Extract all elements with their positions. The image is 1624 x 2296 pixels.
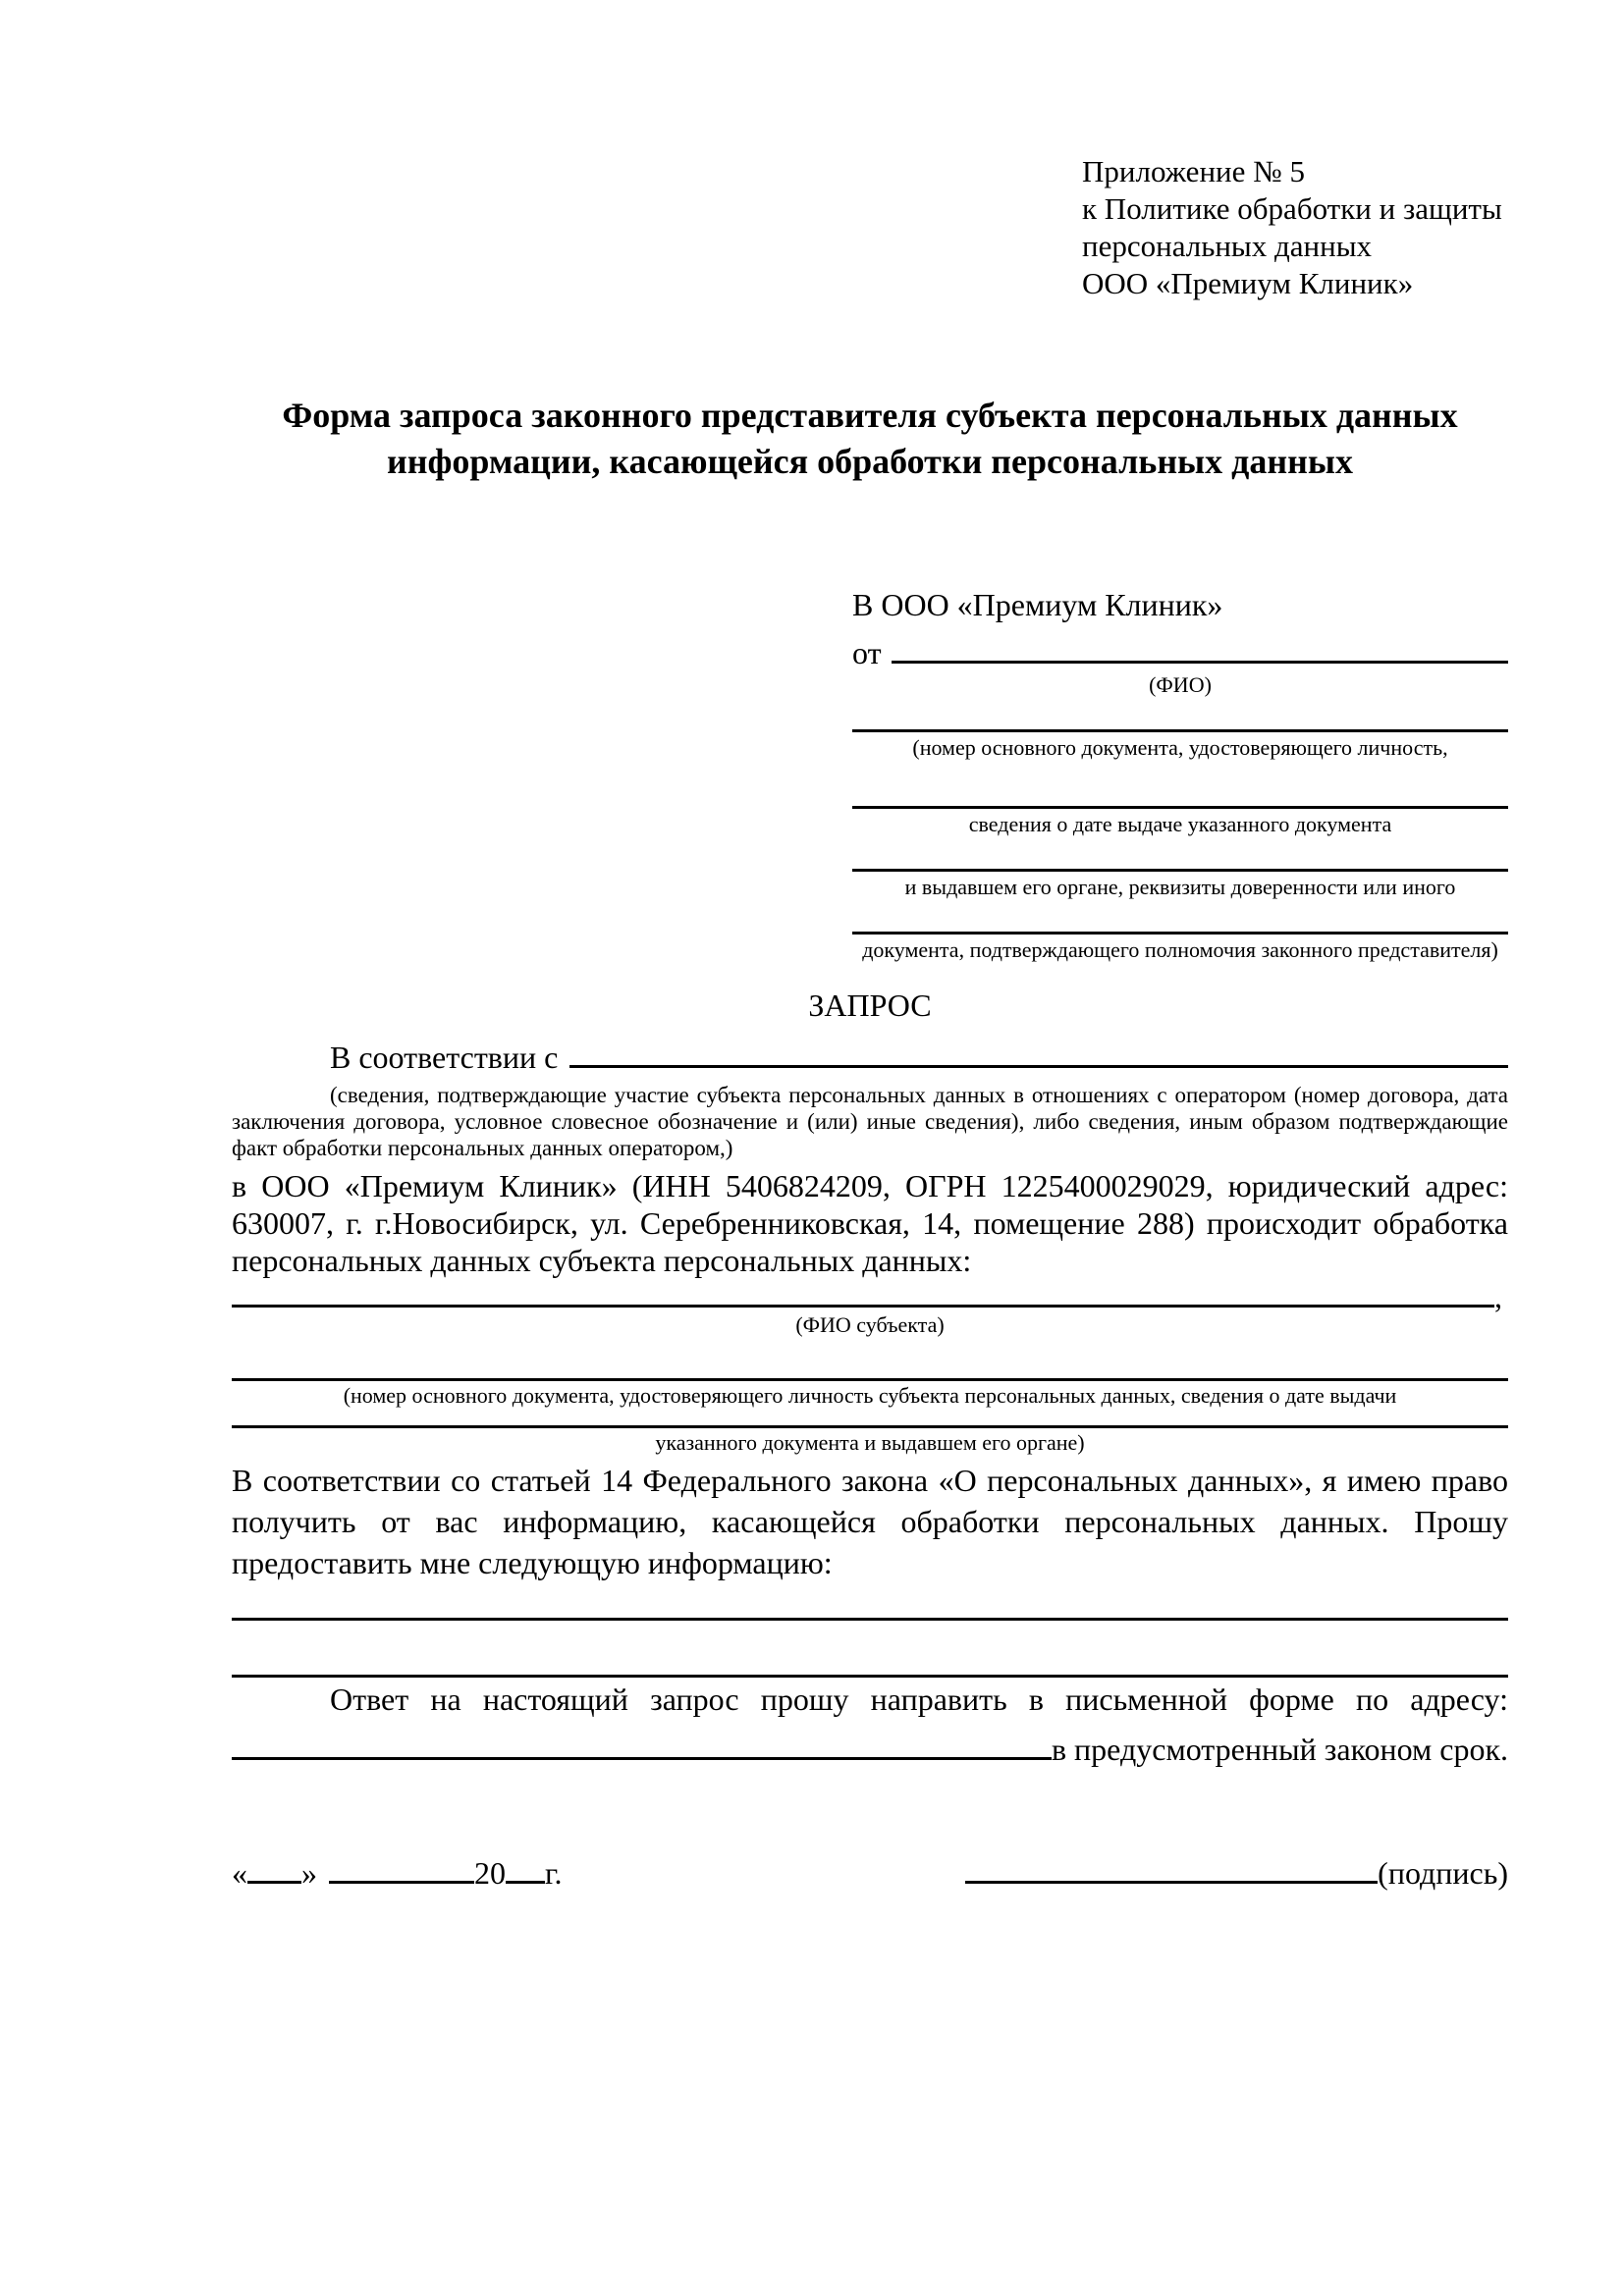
date-quote-open: « — [232, 1855, 247, 1891]
subject-fio-row — [232, 1279, 1508, 1314]
caption-subject-fio: (ФИО субъекта) — [795, 1312, 945, 1337]
appendix-header — [1082, 153, 1508, 302]
from-blank-line — [892, 630, 1508, 664]
intro-row — [232, 1033, 1508, 1078]
operator-paragraph: в ООО «Премиум Клиник» (ИНН 5406824209, ОГРН 1225400029029, юридический адрес: 630007, г. г.Новосибирск, ул. Серебренниковская, 14, помещение 288) происходит обработка персональных данных субъекта персональных данных: — [232, 1168, 1508, 1278]
request-heading: ЗАПРОС — [808, 988, 932, 1023]
title-line-1: Форма запроса законного представителя субъекта персональных данных — [282, 396, 1458, 435]
date-group — [232, 1850, 563, 1892]
answer-address-row — [232, 1725, 1508, 1770]
from-row — [852, 630, 1508, 669]
appendix-line-1: Приложение № 5 — [1082, 154, 1305, 188]
from-label: от — [852, 635, 882, 670]
addressee-block — [852, 587, 1508, 962]
blank-line-power-of-attorney — [852, 899, 1508, 934]
title-line-2: информации, касающейся обработки персональных данных — [387, 442, 1353, 481]
caption-issuing-authority: и выдавшем его органе, реквизиты доверенности или иного — [904, 875, 1456, 899]
caption-subject-document-1: (номер основного документа, удостоверяющего личность субъекта персональных данных, сведения о дате выдачи — [343, 1383, 1397, 1408]
blank-line-information-1 — [232, 1583, 1508, 1621]
intro-label: В соответствии с — [330, 1040, 559, 1075]
trailing-comma: , — [1494, 1279, 1502, 1314]
intro-caption: (сведения, подтверждающие участие субъекта персональных данных в отношениях с оператором (номер договора, дата заключения договора, условное словесное обозначение и (или) иные сведения), либо сведения, иным образом подтверждающие факт обработки персональных данных оператором,) — [232, 1083, 1508, 1160]
document-title — [232, 393, 1508, 485]
signature-group — [965, 1850, 1508, 1892]
blank-year — [506, 1850, 545, 1884]
caption-issue-date: сведения о дате выдаче указанного документа — [968, 812, 1392, 836]
date-quote-close: » — [301, 1855, 317, 1891]
blank-line-subject-authority — [232, 1409, 1508, 1428]
blank-line-issuing-authority — [852, 836, 1508, 872]
appendix-line-4: ООО «Премиум Клиник» — [1082, 266, 1414, 300]
appendix-line-3: персональных данных — [1082, 229, 1373, 263]
answer-tail: в предусмотренный законом срок. — [1051, 1732, 1508, 1767]
blank-line-issue-date — [852, 760, 1508, 809]
blank-line-subject-fio — [232, 1280, 1494, 1308]
intro-blank-line — [569, 1033, 1508, 1068]
answer-intro: Ответ на настоящий запрос прошу направить в письменной форме по адресу: — [330, 1682, 1508, 1717]
blank-signature-line — [965, 1850, 1378, 1884]
blank-line-document-number — [852, 697, 1508, 732]
caption-subject-document-2: указанного документа и выдавшем его органе) — [655, 1430, 1085, 1455]
appendix-line-2: к Политике обработки и защиты — [1082, 191, 1502, 226]
blank-month — [329, 1850, 474, 1884]
date-year-suffix: г. — [545, 1855, 563, 1891]
caption-document-number: (номер основного документа, удостоверяющего личность, — [912, 735, 1448, 760]
date-year-prefix: 20 — [474, 1855, 506, 1891]
blank-line-subject-document — [232, 1338, 1508, 1381]
blank-line-address — [232, 1725, 1052, 1760]
addressee-organization: В ООО «Премиум Клиник» — [852, 587, 1223, 622]
footer-row — [232, 1850, 1508, 1892]
blank-day — [247, 1850, 301, 1884]
caption-power-of-attorney: документа, подтверждающего полномочия законного представителя) — [862, 937, 1498, 962]
blank-line-information-2 — [232, 1621, 1508, 1678]
law-paragraph: В соответствии со статьей 14 Федерального закона «О персональных данных», я имею право получить от вас информацию, касающейся обработки персональных данных. Прошу предоставить мне следующую информацию: — [232, 1463, 1508, 1580]
caption-fio: (ФИО) — [1149, 672, 1212, 697]
caption-signature: (подпись) — [1378, 1855, 1508, 1891]
